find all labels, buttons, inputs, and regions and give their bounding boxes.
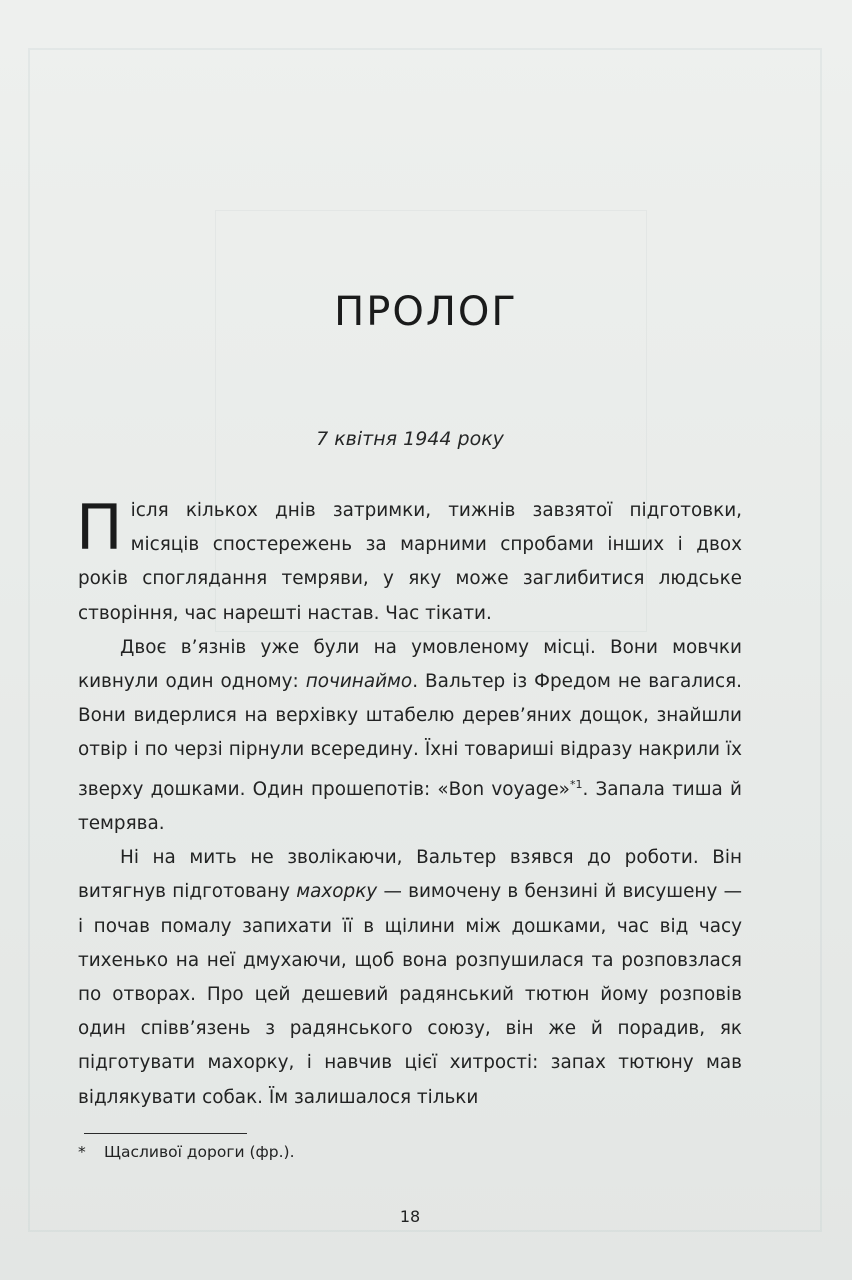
footnote-text: Щасливої дороги (фр.).	[104, 1143, 295, 1161]
footnote-reference[interactable]: *1	[569, 777, 583, 791]
paragraph-2-text-a: Двоє в’язнів уже були на умовленому місці. Вони мовчки кивнули один одному:	[78, 636, 742, 693]
paragraph-2-italic: починаймо	[305, 671, 413, 693]
paragraph-2	[78, 631, 742, 841]
body-text	[76, 491, 742, 1115]
paragraph-3-text-b: — вимочену в бензині й висушену — і почав помалу запихати її в щілини між дошками, час від часу тихенько на неї дмухаючи, щоб вона розпушилася та розповзлася по отворах. Про цей дешевий радянський тютюн йому розповів один співв’язень з радянського союзу, він же й порадив, як підготувати махорку, і навчив цієї хитрості: запах тютюну мав відлякувати собак. Їм залишалося тільки	[78, 881, 742, 1108]
drop-cap: П	[76, 491, 123, 564]
paragraph-3-italic: махорку	[296, 881, 378, 903]
chapter-title: ПРОЛОГ	[334, 288, 518, 335]
paragraph-3-text-a: Ні на мить не зволікаючи, Вальтер взявся до роботи. Він витягнув підготовану	[78, 847, 742, 903]
page-number: 18	[399, 1207, 421, 1226]
footnote-mark: *	[78, 1143, 86, 1161]
chapter-date: 7 квітня 1944 року	[316, 428, 504, 450]
paragraph-2-text-b: . Вальтер із Фредом не вагалися. Вони видерлися на верхівку штабелю дерев’яних дощок, знайшли отвір і по черзі пірнули всередину. Їхні товариші відразу накрили їх зверху дошками. Один прошепотів: «Bon voyage»	[78, 671, 742, 800]
paragraph-1-text: ісля кількох днів затримки, тижнів завзятої підготовки, місяців спостережень за марними спробами інших і двох років споглядання темряви, у яку може заглибитися людське створіння, час нарешті настав. Час тікати.	[78, 500, 742, 624]
paragraph-2-text-c: . Запала тиша й темрява.	[78, 778, 742, 834]
footnote	[78, 1140, 742, 1164]
footnote-divider	[84, 1133, 247, 1134]
paragraph-1	[76, 491, 742, 631]
paragraph-3	[78, 841, 742, 1115]
